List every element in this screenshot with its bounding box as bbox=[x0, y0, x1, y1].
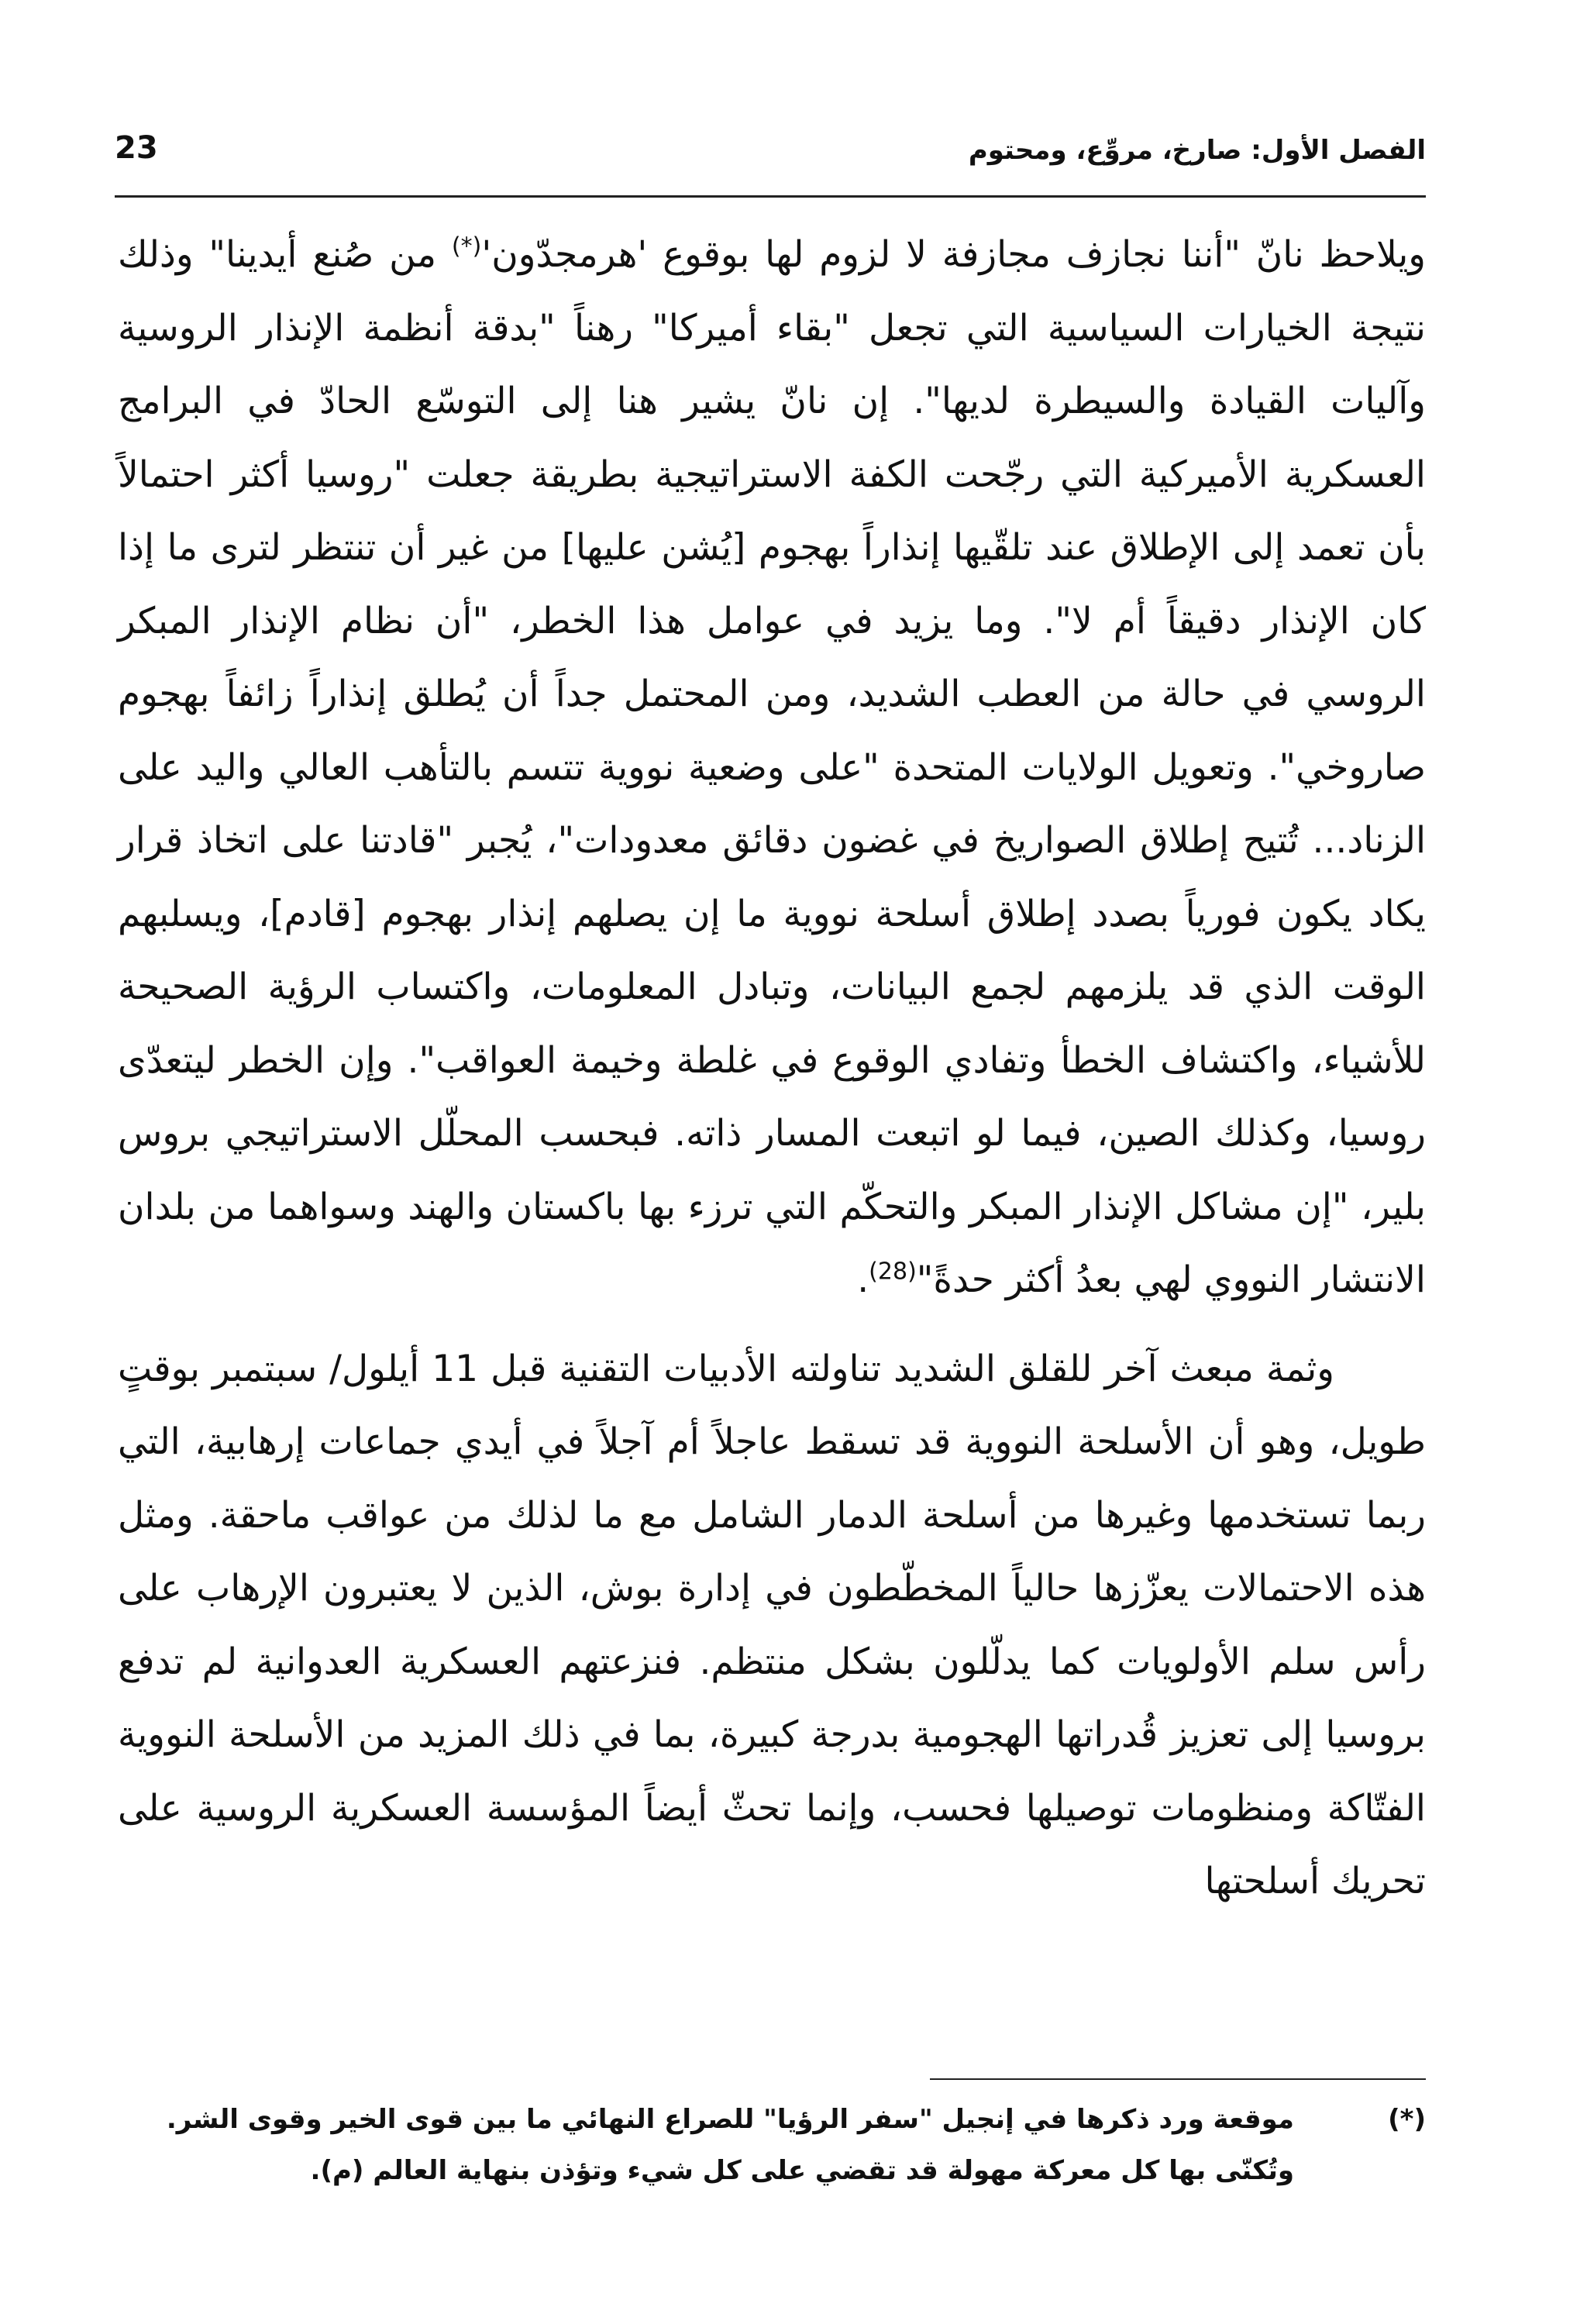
paragraph-1 bbox=[118, 219, 1426, 1317]
page-number: 23 bbox=[115, 130, 158, 166]
footnote bbox=[118, 2094, 1426, 2196]
paragraph-1-text-a: ويلاحظ نانّ "أننا نجازف مجازفة لا لزوم لها بوقوع 'هرمجدّون' bbox=[481, 233, 1426, 276]
footnote-reference-star: (*) bbox=[451, 232, 482, 260]
running-header bbox=[115, 127, 1426, 181]
footnote-divider bbox=[930, 2078, 1426, 2080]
footnote-text: موقعة ورد ذكرها في إنجيل "سفر الرؤيا" للصراع النهائي ما بين قوى الخير وقوى الشر. وتُكنّى بها كل معركة مهولة قد تقضي على كل شيء وتؤذن بنهاية العالم (م). bbox=[166, 2104, 1294, 2186]
main-text bbox=[118, 219, 1426, 1919]
header-divider bbox=[115, 195, 1426, 198]
footnote-marker: (*) bbox=[1388, 2104, 1426, 2135]
chapter-title: الفصل الأول: صارخ، مروِّع، ومحتوم bbox=[968, 135, 1426, 166]
endnote-reference-28: (28) bbox=[869, 1258, 917, 1286]
paragraph-2: وثمة مبعث آخر للقلق الشديد تناولته الأدبيات التقنية قبل 11 أيلول/ سبتمبر بوقتٍ طويل، وهو أن الأسلحة النووية قد تسقط عاجلاً أم آجلاً في أيدي جماعات إرهابية، التي ربما تستخدمها وغيرها من أسلحة الدمار الشامل مع ما لذلك من عواقب ماحقة. ومثل هذه الاحتمالات يعزّزها حالياً المخطّطون في إدارة بوش، الذين لا يعتبرون الإرهاب على رأس سلم الأولويات كما يدلّلون بشكل منتظم. فنزعتهم العسكرية العدوانية لم تدفع بروسيا إلى تعزيز قُدراتها الهجومية بدرجة كبيرة، بما في ذلك المزيد من الأسلحة النووية الفتّاكة ومنظومات توصيلها فحسب، وإنما تحثّ أيضاً المؤسسة العسكرية الروسية على تحريك أسلحتها bbox=[118, 1347, 1426, 1902]
paragraph-1-text-b: من صُنع أيدينا" وذلك نتيجة الخيارات السياسية التي تجعل "بقاء أميركا" رهناً "بدقة أنظمة الإنذار الروسية وآليات القيادة والسيطرة لديها". إن نانّ يشير هنا إلى التوسّع الحادّ في البرامج العسكرية الأميركية التي رجّحت الكفة الاستراتيجية بطريقة جعلت "روسيا أكثر احتمالاً بأن تعمد إلى الإطلاق عند تلقّيها إنذاراً بهجوم [يُشن عليها] من غير أن تنتظر لترى ما إذا كان الإنذار دقيقاً أم لا". وما يزيد في عوامل هذا الخطر، "أن نظام الإنذار المبكر الروسي في حالة من العطب الشديد، ومن المحتمل جداً أن يُطلق إنذاراً زائفاً بهجوم صاروخي". وتعويل الولايات المتحدة "على وضعية نووية تتسم بالتأهب العالي واليد على الزناد... تُتيح إطلاق الصواريخ في غضون دقائق معدودات"، يُجبر "قادتنا على اتخاذ قرار يكاد يكون فورياً بصدد إطلاق أسلحة نووية ما إن يصلهم إنذار بهجوم [قادم]، ويسلبهم الوقت الذي قد يلزمهم لجمع البيانات، وتبادل المعلومات، واكتساب الرؤية الصحيحة للأشياء، واكتشاف الخطأ وتفادي الوقوع في غلطة وخيمة العواقب". وإن الخطر ليتعدّى روسيا، وكذلك الصين، فيما لو اتبعت المسار ذاته. فبحسب المحلّل الاستراتيجي بروس بلير، "إن مشاكل الإنذار المبكر والتحكّم التي ترزء بها باكستان والهند وسواهما من بلدان الانتشار النووي لهي بعدُ أكثر حدةً" bbox=[118, 233, 1426, 1301]
paragraph-1-end: . bbox=[857, 1258, 869, 1301]
